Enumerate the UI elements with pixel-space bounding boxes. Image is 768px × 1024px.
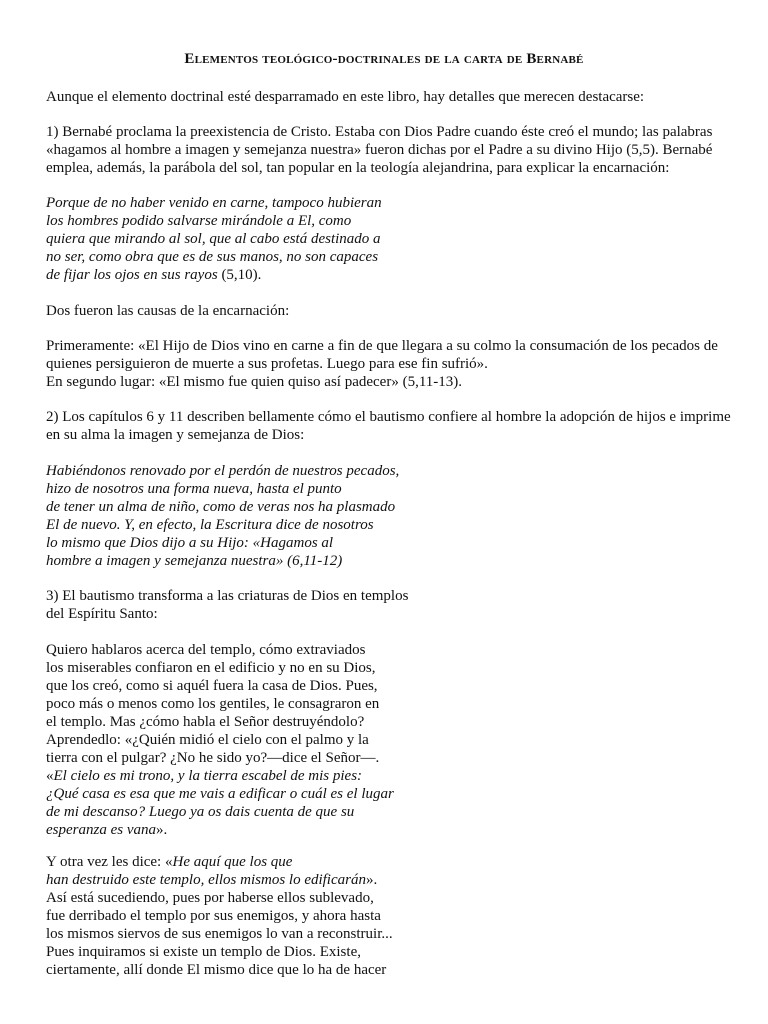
document-title: Elementos teológico-doctrinales de la carta de Bernabé — [184, 51, 584, 67]
final-line: los mismos siervos de sus enemigos lo van a reconstruir... — [46, 926, 393, 942]
quote-3-italic-line: ¿Qué casa es esa que me vais a edificar o cuál es el lugar — [46, 786, 394, 802]
quote-3-line: Aprendedlo: «¿Quién midió el cielo con el palmo y la — [46, 732, 369, 748]
quote-3-line: que los creó, como si aquél fuera la casa de Dios. Pues, — [46, 678, 378, 694]
final-line-italic: He aquí que los que — [172, 854, 293, 870]
point-2-line: en su alma la imagen y semejanza de Dios: — [46, 427, 305, 443]
point-1-line: 1) Bernabé proclama la preexistencia de Cristo. Estaba con Dios Padre cuando éste creó el mundo; las palabras — [46, 124, 713, 140]
point-1-paragraph — [46, 123, 732, 177]
point-3-line: 3) El bautismo transforma a las criaturas de Dios en templos — [46, 588, 409, 604]
quote-2-line: El de nuevo. Y, en efecto, la Escritura dice de nosotros — [46, 517, 374, 533]
final-line-italic: han destruido este templo, ellos mismos lo edificarán — [46, 872, 366, 888]
quote-3-italic-line: de mi descanso? Luego ya os dais cuenta de que su — [46, 804, 355, 820]
quote-1-block — [46, 194, 416, 284]
point-3-paragraph — [46, 587, 416, 623]
quote-2-line: lo mismo que Dios dijo a su Hijo: «Hagamos al — [46, 535, 334, 551]
quote-3-line: los miserables confiaron en el edificio y no en su Dios, — [46, 660, 376, 676]
quote-3-line: tierra con el pulgar? ¿No he sido yo?—dice el Señor—. — [46, 750, 380, 766]
quote-3-open-mark: « — [46, 768, 54, 784]
quote-2-line: Habiéndonos renovado por el perdón de nuestros pecados, — [46, 463, 400, 479]
causes-line: Primeramente: «El Hijo de Dios vino en carne a fin de que llegara a su colmo la consumación de los pecados de — [46, 338, 718, 354]
quote-3-close-mark: ». — [155, 822, 168, 838]
quote-1-line: de fijar los ojos en sus rayos — [46, 267, 218, 283]
quote-3-block — [46, 641, 416, 839]
quote-2-line: hizo de nosotros una forma nueva, hasta el punto — [46, 481, 342, 497]
quote-3-italic-line: El cielo es mi trono, y la tierra escabel de mis pies: — [53, 768, 363, 784]
final-line: fue derribado el templo por sus enemigos, y ahora hasta — [46, 908, 381, 924]
quote-1-line: los hombres podido salvarse mirándole a El, como — [46, 213, 352, 229]
quote-2-line: hombre a imagen y semejanza nuestra» (6,11-12) — [46, 553, 343, 569]
causes-line: En segundo lugar: «El mismo fue quien quiso así padecer» (5,11-13). — [46, 374, 463, 390]
final-line: ciertamente, allí donde El mismo dice que lo ha de hacer — [46, 962, 387, 978]
final-line-end: ». — [365, 872, 378, 888]
final-line: Así está sucediendo, pues por haberse ellos sublevado, — [46, 890, 374, 906]
final-paragraph — [46, 853, 416, 979]
quote-1-reference: (5,10). — [217, 267, 262, 283]
causes-paragraph — [46, 337, 732, 391]
quote-1-line: Porque de no haber venido en carne, tampoco hubieran — [46, 195, 382, 211]
point-1-line: «hagamos al hombre a imagen y semejanza nuestra» fueron dichas por el Padre a su divino Hijo (5,5). Bernabé — [46, 142, 713, 158]
quote-3-line: el templo. Mas ¿cómo habla el Señor destruyéndolo? — [46, 714, 365, 730]
quote-3-italic-line: esperanza es vana — [46, 822, 156, 838]
point-1-line: emplea, además, la parábola del sol, tan popular en la teología alejandrina, para explicar la encarnación: — [46, 160, 670, 176]
quote-3-line: Quiero hablaros acerca del templo, cómo extraviados — [46, 642, 366, 658]
causes-intro-paragraph — [46, 302, 732, 320]
quote-2-block — [46, 462, 416, 570]
intro-line: Aunque el elemento doctrinal esté desparramado en este libro, hay detalles que merecen destacarse: — [46, 89, 645, 105]
point-2-paragraph — [46, 408, 732, 444]
causes-line: quienes persiguieron de muerte a sus profetas. Luego para ese fin sufrió». — [46, 356, 488, 372]
final-line-start: Y otra vez les dice: « — [46, 854, 173, 870]
intro-paragraph — [46, 88, 732, 106]
quote-2-line: de tener un alma de niño, como de veras nos ha plasmado — [46, 499, 396, 515]
point-3-line: del Espíritu Santo: — [46, 606, 158, 622]
quote-1-line: quiera que mirando al sol, que al cabo está destinado a — [46, 231, 381, 247]
quote-3-line: poco más o menos como los gentiles, le consagraron en — [46, 696, 380, 712]
causes-intro-line: Dos fueron las causas de la encarnación: — [46, 303, 290, 319]
final-line: Pues inquiramos si existe un templo de Dios. Existe, — [46, 944, 361, 960]
quote-1-line: no ser, como obra que es de sus manos, no son capaces — [46, 249, 379, 265]
point-2-line: 2) Los capítulos 6 y 11 describen bellamente cómo el bautismo confiere al hombre la adopción de hijos e imprime — [46, 409, 731, 425]
